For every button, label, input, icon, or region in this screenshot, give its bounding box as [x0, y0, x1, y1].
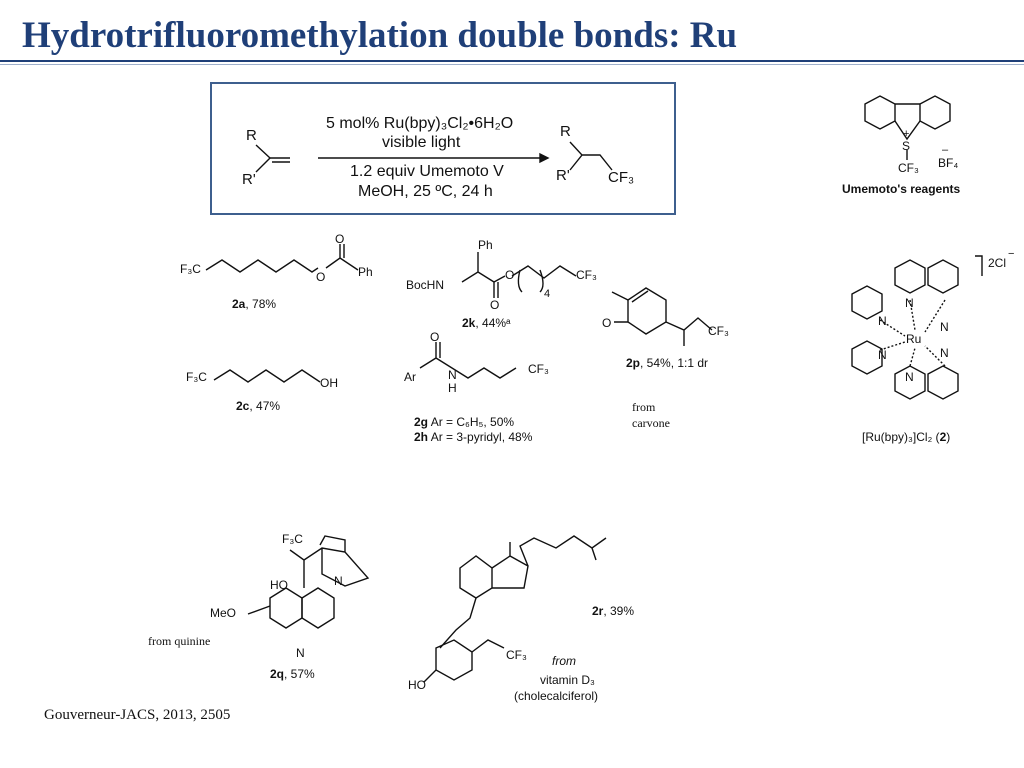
- p2g-CF3: CF₃: [528, 362, 549, 376]
- condition-catalyst: 5 mol% Ru(bpy)₃Cl₂•6H₂O: [326, 115, 514, 132]
- p2c-id: 2c: [236, 399, 250, 413]
- p2c-OH: OH: [320, 376, 338, 390]
- p2q-MeO: MeO: [210, 606, 237, 620]
- p2k-id: 2k: [462, 316, 476, 330]
- ru-bpy-rings: [852, 256, 982, 399]
- p2q-from: from quinine: [148, 634, 211, 648]
- p2p-O: O: [602, 316, 612, 330]
- ru-N-4: N: [878, 348, 887, 362]
- reaction-arrow-head: [540, 154, 548, 162]
- p2r-CF3: CF₃: [506, 648, 527, 662]
- p2q-N-quinoline: N: [296, 646, 305, 660]
- p2q-id: 2q: [270, 667, 285, 681]
- p2r-yield: , 39%: [603, 604, 635, 618]
- p2k-O-ester: O: [505, 268, 515, 282]
- ru-label-post: ): [946, 430, 951, 444]
- umemoto-CF3: CF₃: [898, 161, 919, 175]
- product-CF3: CF₃: [608, 169, 635, 186]
- p2g-id: 2g: [414, 415, 429, 429]
- ru-N-5: N: [940, 346, 949, 360]
- ru-N-2: N: [940, 320, 949, 334]
- p2q-N-quinuclidine: N: [334, 574, 343, 588]
- citation: Gouverneur-JACS, 2013, 2505: [44, 707, 231, 723]
- p2c-F3C: F₃C: [186, 370, 207, 384]
- condition-solvent: MeOH, 25 ºC, 24 h: [358, 183, 493, 200]
- ru-center: Ru: [906, 332, 922, 346]
- p2h-id: 2h: [414, 430, 429, 444]
- substrate-bonds: [256, 145, 270, 172]
- ru-label-pre: [Ru(bpy)₃]Cl₂ (: [862, 430, 940, 444]
- p2k-bracket: [518, 270, 543, 292]
- ru-N-1: N: [905, 296, 914, 310]
- p2g-bonds: [420, 342, 516, 378]
- p2g-H: H: [448, 381, 457, 395]
- p2h-text: Ar = 3-pyridyl, 48%: [428, 430, 533, 444]
- p2a-chain: [206, 244, 358, 272]
- p2a-id: 2a: [232, 297, 246, 311]
- p2a-O-carbonyl: O: [335, 232, 345, 246]
- p2a-F3C: F₃C: [180, 262, 201, 276]
- p2r-from: from: [552, 654, 576, 668]
- p2a-Ph: Ph: [358, 265, 373, 279]
- umemoto-ring-left: [865, 96, 895, 129]
- p2g-text: Ar = C₆H₅, 50%: [428, 415, 515, 429]
- p2r-HO: HO: [408, 678, 426, 692]
- p2p-from-2: carvone: [632, 416, 670, 430]
- umemoto-S: S: [902, 139, 911, 153]
- p2q-HO: HO: [270, 578, 288, 592]
- p2r-id: 2r: [592, 604, 604, 618]
- p2g-N: N: [448, 368, 457, 382]
- p2k-O-carbonyl: O: [490, 298, 500, 312]
- umemoto-plus: +: [903, 128, 910, 140]
- umemoto-ring-right: [920, 96, 950, 129]
- umemoto-minus: –: [942, 144, 949, 156]
- p2p-bonds: [612, 291, 712, 346]
- ru-N-3: N: [878, 314, 887, 328]
- p2k-Ph: Ph: [478, 238, 493, 252]
- p2c-chain: [214, 370, 320, 382]
- p2k-CF3: CF₃: [576, 268, 597, 282]
- p2k-yield: , 44%ᵃ: [475, 316, 511, 330]
- p2q-bonds: [248, 536, 368, 628]
- p2g-O: O: [430, 330, 440, 344]
- p2k-4: 4: [544, 288, 551, 300]
- product-R: R: [560, 123, 571, 140]
- substrate-R: R: [246, 127, 257, 144]
- product-R-prime: R': [556, 167, 570, 184]
- p2p-from-1: from: [632, 400, 656, 414]
- ru-label-num: 2: [939, 430, 947, 444]
- p2r-vitamin: vitamin D₃: [540, 673, 595, 687]
- p2p-yield: , 54%, 1:1 dr: [640, 356, 709, 370]
- ru-minus: −: [1008, 248, 1015, 260]
- product-bonds: [570, 142, 612, 170]
- substrate-R-prime: R': [242, 171, 256, 188]
- p2p-id: 2p: [626, 356, 641, 370]
- p2a-yield: , 78%: [245, 297, 277, 311]
- p2p-ring: [628, 288, 666, 334]
- p2c-yield: , 47%: [249, 399, 281, 413]
- slide-title: Hydrotrifluoromethylation double bonds: Ru: [22, 15, 738, 56]
- umemoto-label: Umemoto's reagents: [842, 182, 961, 196]
- ru-N-6: N: [905, 370, 914, 384]
- p2p-CF3: CF₃: [708, 324, 729, 338]
- p2q-yield: , 57%: [284, 667, 315, 681]
- p2g-Ar: Ar: [404, 370, 416, 384]
- p2r-cholecalciferol: (cholecalciferol): [514, 689, 599, 703]
- condition-light: visible light: [382, 134, 461, 151]
- umemoto-BF4: BF₄: [938, 156, 959, 170]
- condition-reagent: 1.2 equiv Umemoto V: [350, 163, 504, 180]
- p2a-O-ester: O: [316, 270, 326, 284]
- substrate-double-bond: [270, 158, 290, 162]
- ru-charge: 2Cl: [988, 256, 1007, 270]
- p2q-F3C: F₃C: [282, 532, 303, 546]
- p2k-BocHN: BocHN: [406, 278, 445, 292]
